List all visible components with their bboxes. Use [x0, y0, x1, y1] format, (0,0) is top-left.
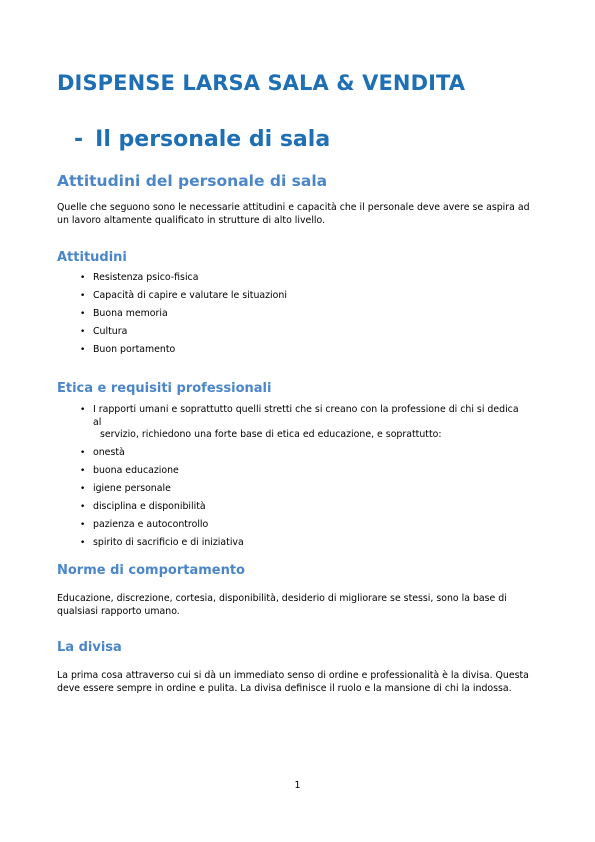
list-attitudini	[0, 272, 523, 362]
bullet-icon: •	[80, 502, 86, 512]
bullet-icon: •	[80, 345, 86, 355]
list-item: • Buon portamento	[80, 344, 176, 355]
bullet-icon: •	[80, 309, 86, 319]
list-item: • igiene personale	[80, 483, 171, 494]
list-item: • spirito di sacrificio e di iniziativa	[80, 537, 244, 548]
paragraph-divisa: La prima cosa attraverso cui si dà un immediato senso di ordine e professionalità è la divisa. Questa deve essere sempre in ordine e pulita. La divisa definisce il ruolo e la mansione di chi la indossa.	[57, 670, 529, 694]
list-item: • onestà	[80, 447, 125, 458]
list-item: • disciplina e disponibilità	[80, 501, 206, 512]
list-item: • Resistenza psico-fisica	[80, 272, 199, 283]
subtitle-dash: -	[74, 127, 84, 152]
list-item: • I rapporti umani e soprattutto quelli stretti che si creano con la professione di chi si dedica al servizio, richiedono una forte base di etica ed educazione, e soprattutto:	[80, 404, 519, 440]
bullet-icon: •	[80, 520, 86, 530]
list-item: • Buona memoria	[80, 308, 168, 319]
paragraph-norme: Educazione, discrezione, cortesia, disponibilità, desiderio di migliorare se stessi, sono la base di qualsiasi rapporto umano.	[57, 593, 507, 617]
bullet-icon: •	[80, 466, 86, 476]
list-item: • buona educazione	[80, 465, 179, 476]
bullet-icon: •	[80, 405, 86, 415]
bullet-icon: •	[80, 448, 86, 458]
subtitle-text: Il personale di sala	[95, 127, 331, 152]
document-title: DISPENSE LARSA SALA & VENDITA	[57, 71, 466, 95]
paragraph-attitudini-personale: Quelle che seguono sono le necessarie attitudini e capacità che il personale deve avere se aspira ad un lavoro altamente qualificato in strutture di alto livello.	[57, 202, 530, 226]
bullet-icon: •	[80, 291, 86, 301]
bullet-icon: •	[80, 538, 86, 548]
list-item: • Capacità di capire e valutare le situazioni	[80, 290, 287, 301]
document-subtitle	[74, 127, 330, 152]
list-item: • Cultura	[80, 326, 128, 337]
heading-norme: Norme di comportamento	[57, 563, 245, 578]
list-etica	[0, 404, 523, 555]
bullet-icon: •	[80, 327, 86, 337]
list-item: • pazienza e autocontrollo	[80, 519, 209, 530]
bullet-icon: •	[80, 273, 86, 283]
heading-attitudini: Attitudini	[57, 250, 127, 265]
page-number: 1	[294, 780, 301, 791]
heading-divisa: La divisa	[57, 640, 122, 655]
heading-attitudini-personale: Attitudini del personale di sala	[57, 172, 328, 190]
bullet-icon: •	[80, 484, 86, 494]
heading-etica: Etica e requisiti professionali	[57, 381, 272, 396]
